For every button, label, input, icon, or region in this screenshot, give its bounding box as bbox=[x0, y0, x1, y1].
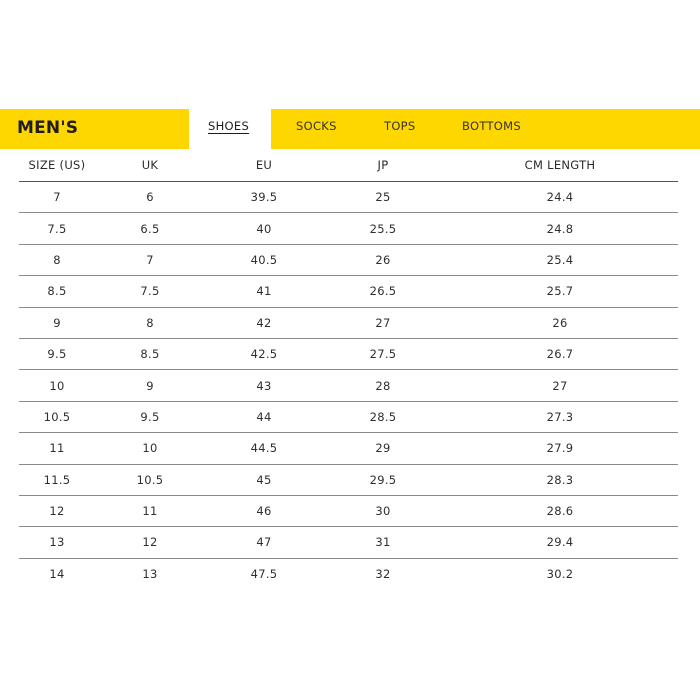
cell-jp: 25.5 bbox=[369, 221, 397, 236]
size-chart-header bbox=[0, 109, 700, 149]
cell-jp: 30 bbox=[375, 504, 391, 519]
cell-eu: 42 bbox=[256, 315, 272, 330]
cell-jp: 28 bbox=[375, 378, 391, 393]
table-row bbox=[19, 182, 678, 213]
cell-uk: 11 bbox=[142, 504, 158, 519]
cell-size-us: 8.5 bbox=[47, 284, 67, 299]
size-table bbox=[19, 149, 678, 590]
table-row bbox=[19, 370, 678, 401]
cell-uk: 12 bbox=[142, 535, 158, 550]
cell-jp: 26 bbox=[375, 252, 391, 267]
cell-eu: 45 bbox=[256, 472, 272, 487]
cell-jp: 26.5 bbox=[369, 284, 397, 299]
column-header-size-us: SIZE (US) bbox=[28, 158, 86, 172]
category-banner bbox=[0, 109, 189, 149]
cell-uk: 10.5 bbox=[136, 472, 164, 487]
table-row bbox=[19, 276, 678, 307]
table-row bbox=[19, 402, 678, 433]
cell-cm-length: 25.7 bbox=[546, 284, 574, 299]
cell-cm-length: 26 bbox=[552, 315, 568, 330]
cell-uk: 13 bbox=[142, 567, 158, 582]
cell-uk: 7 bbox=[146, 252, 154, 267]
table-row bbox=[19, 527, 678, 558]
cell-uk: 10 bbox=[142, 441, 158, 456]
cell-eu: 47 bbox=[256, 535, 272, 550]
cell-size-us: 11 bbox=[49, 441, 65, 456]
table-header-row bbox=[19, 149, 678, 182]
cell-cm-length: 27.9 bbox=[546, 441, 574, 456]
cell-jp: 29 bbox=[375, 441, 391, 456]
cell-cm-length: 30.2 bbox=[546, 567, 574, 582]
table-row bbox=[19, 496, 678, 527]
cell-eu: 44 bbox=[256, 409, 272, 424]
cell-cm-length: 24.8 bbox=[546, 221, 574, 236]
cell-size-us: 7 bbox=[53, 190, 61, 205]
tab-shoes[interactable]: SHOES bbox=[208, 119, 250, 133]
cell-uk: 6 bbox=[146, 190, 154, 205]
cell-size-us: 8 bbox=[53, 252, 61, 267]
cell-cm-length: 26.7 bbox=[546, 347, 574, 362]
cell-eu: 40.5 bbox=[250, 252, 278, 267]
tab-socks[interactable]: SOCKS bbox=[296, 119, 337, 133]
cell-size-us: 12 bbox=[49, 504, 65, 519]
column-header-eu: EU bbox=[255, 158, 273, 172]
cell-cm-length: 29.4 bbox=[546, 535, 574, 550]
cell-uk: 9 bbox=[146, 378, 154, 393]
cell-uk: 7.5 bbox=[140, 284, 160, 299]
cell-size-us: 10 bbox=[49, 378, 65, 393]
cell-uk: 8 bbox=[146, 315, 154, 330]
column-header-uk: UK bbox=[141, 158, 159, 172]
table-row bbox=[19, 308, 678, 339]
cell-uk: 9.5 bbox=[140, 409, 160, 424]
tab-tops[interactable]: TOPS bbox=[384, 119, 416, 133]
cell-uk: 6.5 bbox=[140, 221, 160, 236]
cell-eu: 40 bbox=[256, 221, 272, 236]
cell-size-us: 10.5 bbox=[43, 409, 71, 424]
cell-jp: 28.5 bbox=[369, 409, 397, 424]
table-row bbox=[19, 213, 678, 244]
cell-eu: 46 bbox=[256, 504, 272, 519]
cell-eu: 47.5 bbox=[250, 567, 278, 582]
category-title: MEN'S bbox=[17, 118, 79, 138]
cell-eu: 41 bbox=[256, 284, 272, 299]
cell-eu: 42.5 bbox=[250, 347, 278, 362]
cell-eu: 44.5 bbox=[250, 441, 278, 456]
table-row bbox=[19, 559, 678, 590]
table-row bbox=[19, 339, 678, 370]
table-row bbox=[19, 245, 678, 276]
cell-cm-length: 25.4 bbox=[546, 252, 574, 267]
cell-cm-length: 27 bbox=[552, 378, 568, 393]
cell-size-us: 14 bbox=[49, 567, 65, 582]
cell-cm-length: 28.3 bbox=[546, 472, 574, 487]
cell-eu: 39.5 bbox=[250, 190, 278, 205]
cell-jp: 25 bbox=[375, 190, 391, 205]
cell-cm-length: 27.3 bbox=[546, 409, 574, 424]
cell-size-us: 9.5 bbox=[47, 347, 67, 362]
cell-cm-length: 24.4 bbox=[546, 190, 574, 205]
cell-size-us: 13 bbox=[49, 535, 65, 550]
cell-size-us: 11.5 bbox=[43, 472, 71, 487]
table-body bbox=[19, 182, 678, 590]
column-header-jp: JP bbox=[377, 158, 389, 172]
cell-size-us: 7.5 bbox=[47, 221, 67, 236]
cell-jp: 27 bbox=[375, 315, 391, 330]
table-row bbox=[19, 433, 678, 464]
cell-jp: 27.5 bbox=[369, 347, 397, 362]
cell-jp: 31 bbox=[375, 535, 391, 550]
cell-cm-length: 28.6 bbox=[546, 504, 574, 519]
tab-bottoms[interactable]: BOTTOMS bbox=[462, 119, 521, 133]
column-header-cm-length: CM LENGTH bbox=[524, 158, 596, 172]
cell-uk: 8.5 bbox=[140, 347, 160, 362]
cell-size-us: 9 bbox=[53, 315, 61, 330]
cell-eu: 43 bbox=[256, 378, 272, 393]
cell-jp: 32 bbox=[375, 567, 391, 582]
table-row bbox=[19, 465, 678, 496]
cell-jp: 29.5 bbox=[369, 472, 397, 487]
